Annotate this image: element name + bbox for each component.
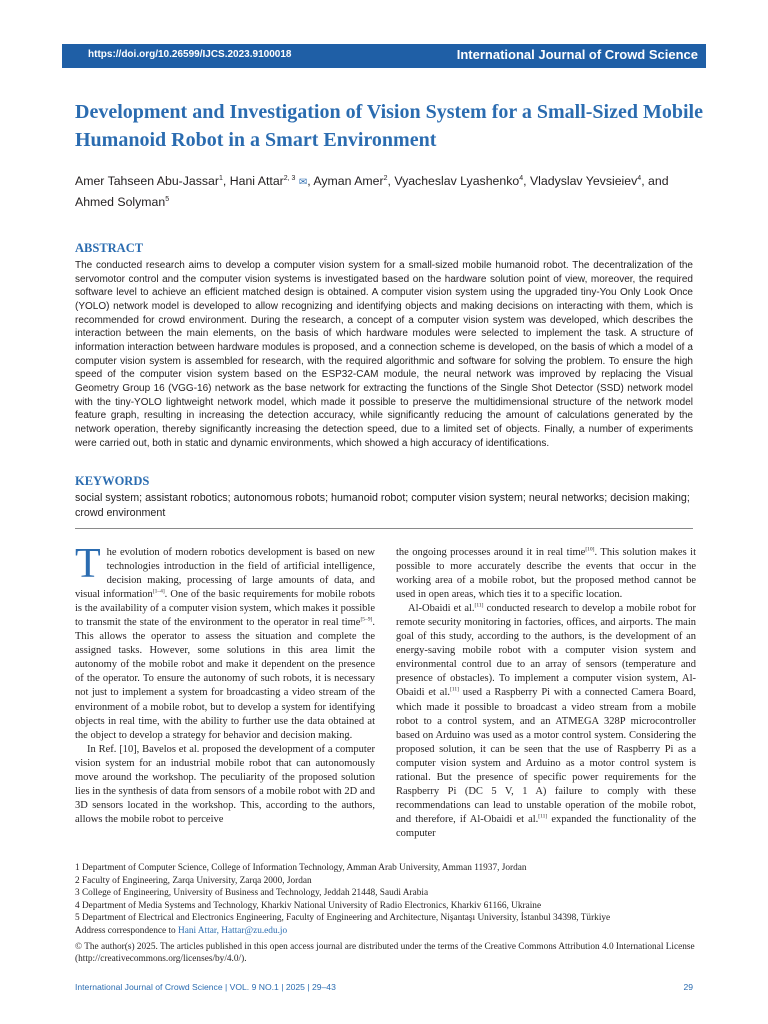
- author-name: Hani Attar: [229, 174, 284, 189]
- abstract-text: The conducted research aims to develop a computer vision system for a small-sized mobile humanoid robot. The decentralization of the servomotor control and the computer vision systems is investigated based on the hardware solution point of view, moreover, the required software level to achieve an efficient matched design is obtained. A computer vision system using the upgraded tiny-You Only Look Once (YOLO) network model is developed to allow recognizing and identifying objects and making decisions on interacting with them, which is recommended for crowd environment. During the research, a concept of a computer vision system was developed, which describes the interaction between the main elements, on the basis of which hardware modules were selected to implement the task. A structure of information interaction between hardware modules is proposed, and a connection scheme is developed, on the basis of which a model of a computer vision system is assembled for research, with the required algorithmic and software for solving the problem. To ensure the high speed of the computer vision system based on the ESP32-CAM module, the neural network was improved by replacing the Visual Geometry Group 16 (VGG-16) network as the base network for extracting the functions of the Single Shot Detector (SSD) network model with the tiny-YOLO lightweight network model, which made it possible to preserve the multidimensional structure of the network model feature graph, resulting in increasing the detection accuracy, while significantly reducing the amount of calculations generated by the network operation, thereby significantly increasing the detection speed, due to a limited set of objects. Finally, a number of experiments were carried out, both in static and dynamic environments, which showed a high accuracy of identifications.: [75, 260, 693, 449]
- body-paragraph: [396, 546, 696, 602]
- keywords-text: social system; assistant robotics; autonomous robots; humanoid robot; computer vision system; neural networks; decision making; crowd environment: [75, 492, 690, 519]
- correspondence-label: Address correspondence to: [75, 925, 176, 936]
- drop-cap: T: [75, 541, 101, 587]
- author-and: and: [648, 174, 669, 189]
- journal-name: International Journal of Crowd Science: [456, 47, 698, 62]
- affiliation-note: 3 College of Engineering, University of Business and Technology, Jeddah 21448, Saudi Arabia: [75, 888, 429, 899]
- abstract-heading: ABSTRACT: [75, 241, 144, 255]
- body-text: expanded the functionality of the computer: [396, 813, 696, 839]
- author-name: Vyacheslav Lyashenko: [394, 174, 520, 189]
- body-text: the ongoing processes around it in real time: [396, 547, 586, 558]
- body-text: . This allows the operator to assess the situation and complete the assigned tasks. However, some solutions in this area limit the autonomy of the mobile robot and make it dependent on the presence of the operator. To ensure the autonomy of such robots, it is necessary not just to implement a system for broadcasting a video stream of the environment of a mobile robot, but to develop a system for identifying objects in real time, with the ability to further use the data obtained at the object to develop a strategy for behavior and decision making.: [75, 617, 375, 741]
- author-name: Ahmed Solyman: [75, 195, 166, 210]
- body-text: used a Raspberry Pi with a connected Camera Board, which made it possible to broadcast a video stream from a mobile robot to a control system, and an ATMEGA 328P microcontroller based on Arduino was used as a motor control system. Considering the proposed solution, it can be seen that the use of Raspberry Pi as a computer vision system and Arduino as a motor control system is rational. But the presence of specific power requirements for the Raspberry Pi (DC 5 V, 1 A) failure to comply with these recommendations can lead to unstable operation of the mobile robot, and therefore, if Al-Obaidi et al.: [396, 687, 696, 825]
- body-column-right: [396, 546, 696, 841]
- section-divider: [75, 528, 693, 529]
- body-text: . This solution makes it possible to more accurately describe the events that occur in the working area of a mobile robot, but the proposed method cannot be used in open areas, which ties it to a specific location.: [396, 547, 696, 601]
- license-note: © The author(s) 2025. The articles published in this open access journal are distributed under the terms of the Creative Commons Attribution 4.0 International License (http://creativecommons.org/licenses/by/4.0/).: [75, 941, 695, 965]
- header-bar: [62, 44, 706, 68]
- citation-ref[interactable]: [5–9]: [360, 616, 373, 623]
- paper-title: Development and Investigation of Vision System for a Small-Sized Mobile Humanoid Robot in a Smart Environment: [75, 101, 703, 151]
- body-text: . One of the basic requirements for mobile robots is the availability of a computer vision system, which makes it possible to transmit the state of the environment to the operator in real time: [75, 589, 376, 629]
- body-paragraph: In Ref. [10], Bavelos et al. proposed the development of a computer vision system for an industrial mobile robot that can autonomously move around the workshop. The peculiarity of the proposed solution lies in the synthesis of data from sensors of a mobile robot with 2D and 3D sensors located in the workshop. This, according to the authors, allows the mobile robot to perceive: [75, 743, 375, 825]
- body-text: conducted research to develop a mobile robot for remote security monitoring in factories, offices, and airports. The main goal of this study, according to the authors, is the development of an energy-saving mobile robot with a computer vision system and environmental control due to an array of sensors (temperature and presence of obstacles). To implement a computer vision system, Al-Obaidi et al.: [396, 603, 696, 699]
- page-number: 29: [683, 982, 693, 992]
- citation-ref[interactable]: [11]: [538, 813, 548, 820]
- author-name: Vladyslav Yevsieiev: [529, 174, 638, 189]
- author-list: Amer Tahseen Abu-Jassar$^1$, Hani Attar$^{2, 3}$ ✉, Ayman Amer$^2$, Vyacheslav Lyashenko$^4$, Vladyslav Yevsieiev$^4$, and Ahmed Solyman$^5$: [75, 174, 669, 210]
- author-affiliation: 2, 3: [283, 175, 296, 182]
- body-text: Al-Obaidi et al.: [408, 603, 475, 615]
- envelope-icon[interactable]: ✉: [298, 177, 308, 189]
- author-affiliation: 4: [519, 175, 524, 182]
- body-paragraph: [396, 602, 696, 841]
- author-name: Amer Tahseen Abu-Jassar: [75, 174, 219, 189]
- affiliation-note: 1 Department of Computer Science, College of Information Technology, Amman Arab University, Amman 11937, Jordan: [75, 863, 527, 873]
- author-affiliation: 4: [637, 175, 642, 182]
- correspondence-email[interactable]: Hani Attar, Hattar@zu.edu.jo: [178, 925, 288, 936]
- citation-ref[interactable]: [1–4]: [152, 588, 165, 595]
- author-affiliation: 5: [165, 196, 170, 204]
- keywords-heading: KEYWORDS: [75, 474, 150, 488]
- body-text: he evolution of modern robotics development is based on new technologies introduction in the field of artificial intelligence, decision making, processing of large amounts of data, and visual information: [75, 547, 375, 601]
- body-paragraph: [75, 541, 376, 743]
- author-affiliation: 1: [219, 175, 223, 182]
- footnotes: [75, 862, 700, 966]
- citation-ref[interactable]: [11]: [450, 686, 459, 693]
- author-name: Ayman Amer: [313, 174, 384, 189]
- affiliation-note: 2 Faculty of Engineering, Zarqa University, Zarqa 2000, Jordan: [75, 875, 312, 886]
- footer-citation: International Journal of Crowd Science | VOL. 9 NO.1 | 2025 | 29–43: [75, 982, 336, 992]
- affiliation-note: 5 Department of Electrical and Electronics Engineering, Faculty of Engineering and Architecture, Nişantaşı University, İstanbul 34398, Türkiye: [75, 913, 611, 924]
- doi-link[interactable]: https://doi.org/10.26599/IJCS.2023.9100018: [88, 49, 292, 60]
- author-affiliation: 2: [383, 175, 388, 182]
- body-column-left: [75, 541, 376, 827]
- citation-ref[interactable]: [10]: [585, 546, 595, 553]
- citation-ref[interactable]: [11]: [474, 602, 484, 609]
- affiliation-note: 4 Department of Media Systems and Technology, Kharkiv National University of Radio Electronics, Kharkiv 61166, Ukraine: [75, 900, 542, 911]
- correspondence-note: [75, 925, 700, 938]
